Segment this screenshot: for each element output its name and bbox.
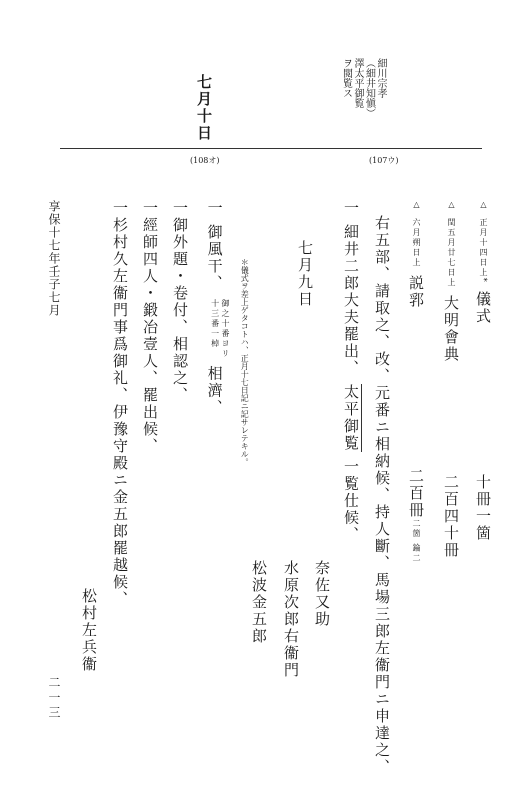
entry-2-triangle-icon: △ [447,200,456,211]
entry-2-title: 大明會典 [442,294,460,363]
line-receipt: 右五部、請取之、改、元番ニ相納候、持人斷、馬場三郎左衞門ニ申達之、 [373,215,391,776]
side-note-line-2: （細井知愼） [363,58,375,118]
page-number: 二一三 [47,676,61,721]
name-matsunami: 松波金五郎 [250,560,268,645]
entry-2-date: 閏五月廿七日上 [447,217,456,288]
running-head: 享保十七年壬子七月 [47,200,61,317]
line-hosoi [343,200,358,543]
name-matsumura: 松村左兵衞 [80,588,98,673]
name-nasa: 奈佐又助 [313,560,331,628]
entry-3-count-main: 二百冊 [407,468,425,519]
line-airing-small-1: 御之十番ヨリ [221,298,230,359]
line-hosoi-book-title: 太平御覧 [342,383,360,452]
entry-2-count: 二百四十冊 [442,474,460,559]
line-sugimura: 一杉村久左衞門事爲御礼、伊豫守殿ニ金五郎罷越候、 [111,200,129,608]
line-airing-bullet: 一 [205,200,224,217]
line-airing-small-2: 十三番一棹 [210,298,220,349]
side-note-line-3: 澤太平御覧 [352,58,363,108]
entry-1 [475,200,490,325]
line-airing-small [204,299,230,359]
entry-3-date: 六月朔日上 [412,217,421,268]
side-note-line-4: ヲ閲覧ス [340,58,352,98]
line-airing-main: 御風干、 [205,223,224,292]
entry-1-title: 儀式 [474,290,492,325]
entry-3-count [408,468,423,564]
side-note [340,58,386,118]
entry-3-count-sub: 二箇 錀二 [412,519,421,564]
folio-right: (107ウ) [369,156,399,165]
section-divider [60,148,482,149]
entry-3 [408,200,423,309]
line-craftsmen: 一經師四人・鍛冶壹人、罷出候、 [141,200,159,455]
line-hosoi-pre: 細井二郎大夫罷出、 [342,223,360,377]
line-titles: 一御外題・卷付、相認之、 [171,200,189,404]
date-july-9: 七月九日 [296,240,314,308]
folio-left: (108オ) [190,156,220,165]
line-hosoi-post: 一覧仕候、 [342,458,360,544]
line-airing [202,200,232,416]
entry-3-triangle-icon: △ [412,200,421,211]
side-note-line-1: 細川宗孝 [375,58,386,98]
entry-1-triangle-icon: △ [479,200,488,211]
name-mizuhara: 水原次郎右衞門 [282,560,300,679]
line-airing-tail: 相濟、 [205,365,224,417]
line-hosoi-bullet: 一 [342,200,360,217]
entry-1-date: 正月十四日上 [479,217,488,278]
entry-2 [443,200,458,363]
footnote: ＊儀式ヲ差上ゲタコトハ、正月十七日記ニ記サレテキル。 [240,258,250,466]
upper-date: 七月十日 [195,74,213,142]
entry-1-count: 十冊一箇 [474,474,492,542]
entry-3-title: 説郛 [407,274,425,309]
entry-1-star-icon: * [479,277,488,284]
